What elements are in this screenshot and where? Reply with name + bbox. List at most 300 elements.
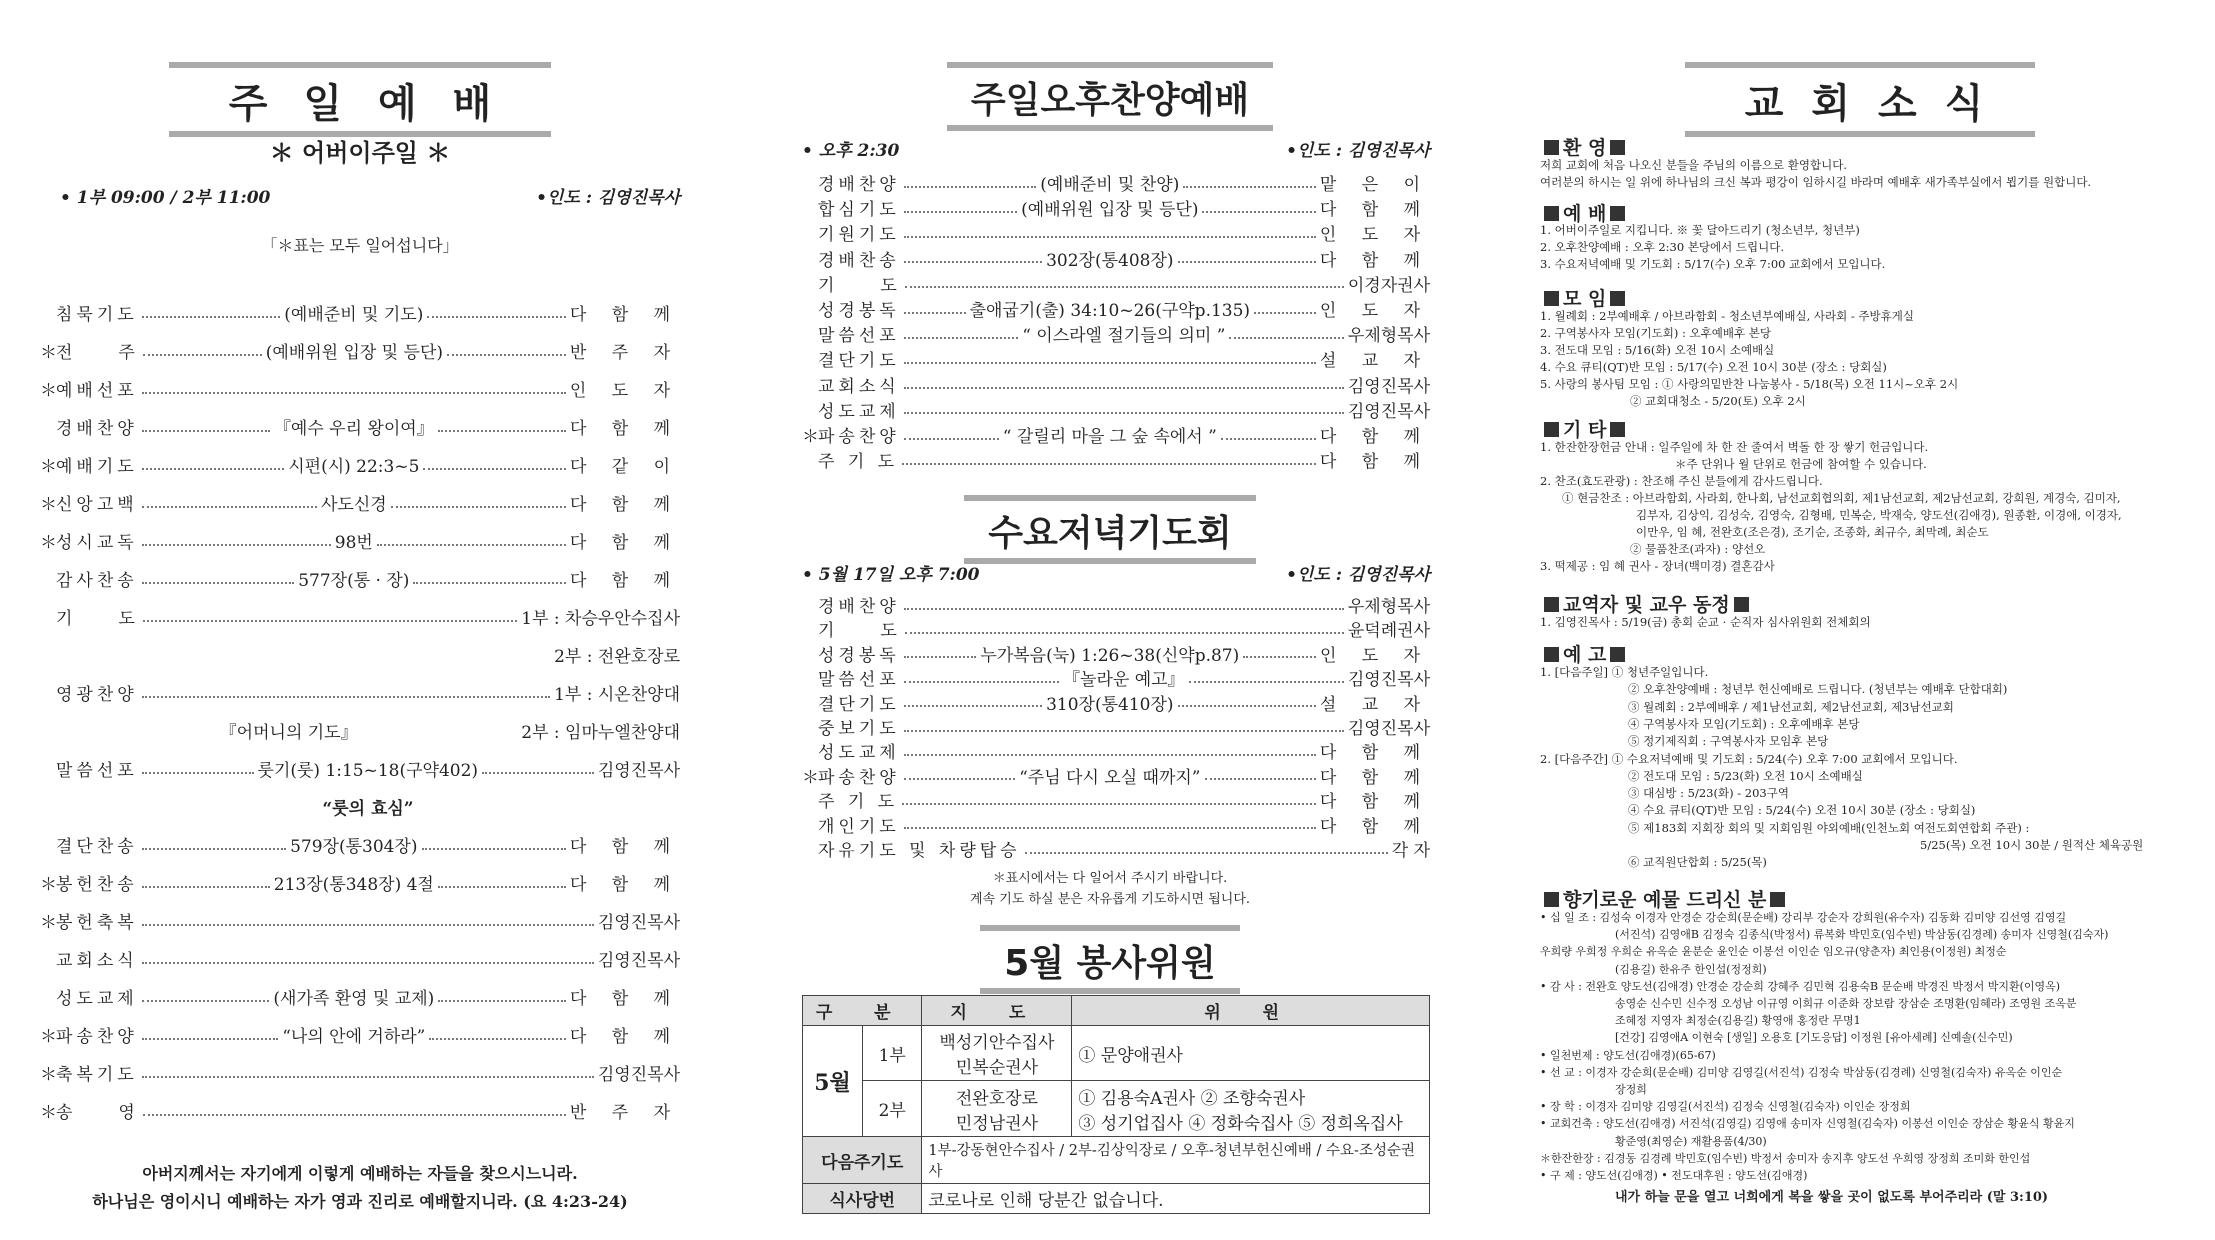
item-person: 윤덕례권사 xyxy=(1347,621,1430,642)
order-item xyxy=(802,690,1430,715)
square-icon xyxy=(1610,647,1625,662)
order-item xyxy=(40,1098,680,1123)
item-person: 1부 : 차승우안수집사 xyxy=(521,609,680,629)
item-person: 다 함 께 xyxy=(1319,250,1430,271)
item-label: 주 기 도 xyxy=(818,792,899,813)
service-committee-table xyxy=(802,995,1430,1214)
item-person: 다 함 께 xyxy=(1319,427,1430,447)
section-meeting: 모 임 xyxy=(1540,284,1629,311)
section-notice: 예 고 xyxy=(1540,640,1629,667)
item-label: 기 도 xyxy=(818,621,901,642)
wednesday-leader: •인도 : 김영진목사 xyxy=(1286,565,1430,585)
item-person: 우제형목사 xyxy=(1347,326,1431,347)
square-icon xyxy=(1770,892,1785,907)
order-item xyxy=(802,321,1430,346)
square-icon xyxy=(1610,140,1625,155)
dot-leader xyxy=(904,261,1042,263)
star-mark: ＊ xyxy=(40,913,57,933)
news-line: ① 현금찬조 : 아브라함회, 사라회, 한나회, 남선교회협의회, 제1남선교회, 제2남선교회, 강희원, 계경숙, 김미자, xyxy=(1562,491,2121,505)
dot-leader xyxy=(904,681,1059,683)
item-person: 다 함 께 xyxy=(569,495,681,515)
order-item xyxy=(40,794,680,819)
order-item xyxy=(40,452,680,477)
order-item xyxy=(40,566,680,591)
order-item xyxy=(802,787,1430,812)
news-line: • 일천번제 : 양도선(김애경)(65-67) xyxy=(1540,1048,1716,1062)
item-label: 결단기도 xyxy=(818,351,900,372)
dot-leader xyxy=(429,1038,566,1040)
closing-verse: 내가 하늘 문을 열고 너희에게 복을 쌓을 곳이 없도록 부어주리라 (말 3:10) xyxy=(1615,1190,2049,1205)
item-person: 설 교 자 xyxy=(1319,694,1430,715)
news-line: ④ 수요 큐티(QT)반 모임 : 5/24(수) 오전 10시 30분 (장소 : 당회실) xyxy=(1628,803,1976,818)
dot-leader xyxy=(904,754,1316,756)
item-person: 다 함 께 xyxy=(569,989,681,1009)
dot-leader xyxy=(1221,438,1316,440)
dot-leader xyxy=(142,316,281,318)
order-item xyxy=(802,714,1430,739)
order-item xyxy=(40,642,680,667)
dot-leader xyxy=(482,772,594,774)
item-detail: (예배준비 및 찬양) xyxy=(1040,175,1180,195)
star-mark: ＊ xyxy=(40,343,57,363)
order-item xyxy=(40,604,680,629)
order-item xyxy=(802,170,1430,195)
dot-leader xyxy=(142,468,285,470)
item-person: 이경자권사 xyxy=(1347,275,1430,296)
item-label: 경배찬양 xyxy=(56,419,138,439)
item-label: 파송찬양 xyxy=(818,767,900,788)
item-detail: 시편(시) 22:3~5 xyxy=(288,457,420,477)
item-person: 다 함 께 xyxy=(1319,200,1430,221)
item-detail: “나의 안에 거하라” xyxy=(282,1027,426,1047)
star-mark: ＊ xyxy=(40,381,57,401)
afternoon-time: • 오후 2:30 xyxy=(802,141,900,161)
item-person: 다 함 께 xyxy=(569,837,680,857)
square-icon xyxy=(1610,422,1625,437)
order-item xyxy=(802,616,1430,641)
order-item xyxy=(40,718,680,743)
news-line: 우희량 우희정 우희순 유옥순 윤분순 윤인순 이봉선 이인순 임오규(양춘자) 최인용(이정원) 최정순 xyxy=(1540,945,2007,959)
order-item xyxy=(802,592,1430,617)
news-line: ＊주 단위나 월 단위로 헌금에 참여할 수 있습니다. xyxy=(1675,457,1927,471)
item-label: 경배찬양 xyxy=(818,175,900,195)
dot-leader xyxy=(904,827,1316,829)
dot-leader xyxy=(904,705,1042,707)
item-person: 인 도 자 xyxy=(569,381,680,401)
news-line: 2. 구역봉사자 모임(기도회) : 오후예배후 본당 xyxy=(1540,326,1771,340)
item-label: 성도교제 xyxy=(818,401,900,422)
item-person: 김영진목사 xyxy=(597,761,680,781)
item-label: 전 주 xyxy=(56,343,139,363)
square-icon xyxy=(1544,140,1559,155)
dot-leader xyxy=(142,886,270,888)
item-person: 반 주 자 xyxy=(569,343,680,363)
item-label: 송 영 xyxy=(56,1103,139,1123)
table-row: 2부 전완호장로 민정남권사 ① 김용숙A권사 ② 조향숙권사 ③ 성기업집사 ④ 정화숙집사 ⑤ 정희옥집사 xyxy=(803,1081,1430,1137)
news-line: 1. 어버이주일로 지킵니다. ※ 꽃 달아드리기 (청소년부, 청년부) xyxy=(1540,223,1860,237)
item-label: 말씀선포 xyxy=(818,326,900,347)
news-line: • 십 일 조 : 김성숙 이경자 안경순 강순희(문순배) 강리부 강순자 강희원(유수자) 김동화 김미양 김선영 김영길 xyxy=(1540,911,2067,924)
table-header-row: 구 분 지 도 위 원 xyxy=(803,996,1430,1026)
dot-leader xyxy=(1183,186,1316,188)
table-row: 식사당번 코로나로 인해 당분간 없습니다. xyxy=(803,1184,1430,1214)
news-line: 장정희 xyxy=(1615,1083,1647,1096)
news-line: ② 물품찬조(과자) : 양선오 xyxy=(1630,542,1766,556)
order-item xyxy=(40,528,680,553)
dot-leader xyxy=(142,848,286,850)
news-line: 5/25(목) 오전 10시 30분 / 원적산 체육공원 xyxy=(1920,838,2144,852)
item-label: 중보기도 xyxy=(818,719,900,739)
dot-leader xyxy=(904,387,1344,389)
news-line: 이만우, 임 혜, 전완호(조은경), 조기순, 조종화, 최규수, 최막례, 최순도 xyxy=(1636,525,1989,539)
dot-leader xyxy=(1205,778,1316,780)
item-detail: (예배위원 입장 및 등단) xyxy=(1021,200,1199,221)
dot-leader xyxy=(142,1076,594,1078)
section-offering: 향기로운 예물 드리신 분 xyxy=(1540,885,1789,912)
item-label: 교회소식 xyxy=(56,951,138,971)
item-person: 다 함 께 xyxy=(569,533,680,553)
item-label: 성시교독 xyxy=(56,533,138,553)
order-item xyxy=(802,346,1430,371)
dot-leader xyxy=(904,778,1015,780)
dot-leader xyxy=(904,608,1344,610)
item-label: 말씀선포 xyxy=(818,670,900,691)
item-label: 기 도 xyxy=(818,275,901,296)
scripture-quote: 아버지께서는 자기에게 이렇게 예배하는 자들을 찾으시느니라. 하나님은 영이시니 예배하는 자가 영과 진리로 예배할지니라. (요 4:23-24) xyxy=(92,1164,628,1211)
dot-leader xyxy=(142,696,550,698)
item-person: 우제형목사 xyxy=(1347,597,1430,617)
order-item xyxy=(40,756,680,781)
news-line: 김부자, 김상익, 김성숙, 김영숙, 김형배, 민복순, 박재숙, 양도선(김애경), 원종환, 이경애, 이경자, xyxy=(1636,508,2122,522)
item-label: 신앙고백 xyxy=(56,495,138,515)
order-item xyxy=(802,372,1430,397)
item-label: 교회소식 xyxy=(818,376,900,397)
order-item xyxy=(802,195,1430,220)
order-item xyxy=(40,680,680,705)
item-person: 김영진목사 xyxy=(597,951,680,971)
square-icon xyxy=(1544,291,1559,306)
item-person: 다 함 께 xyxy=(1319,452,1430,473)
dot-leader xyxy=(1025,852,1388,854)
item-detail: 룻기(룻) 1:15~18(구약402) xyxy=(257,761,479,781)
item-label: 성경봉독 xyxy=(818,645,900,666)
news-line: 3. 전도대 모임 : 5/16(화) 오전 10시 소예배실 xyxy=(1540,343,1775,357)
item-detail: 『예수 우리 왕이여』 xyxy=(273,419,434,439)
news-line: • 감 사 : 전완호 양도선(김애경) 안경순 강순희 강혜주 김민혁 김용숙B 문순배 박경진 박정서 박지환(이영옥) xyxy=(1540,979,2061,993)
item-detail: 302장(통408장) xyxy=(1046,250,1174,271)
news-line: 2. [다음주간] ① 수요저녁예배 및 기도회 : 5/24(수) 오후 7:00 교회에서 모입니다. xyxy=(1540,751,1958,766)
service-committee-title: 5월 봉사위원 xyxy=(790,925,1430,994)
afternoon-worship-title: 주일오후찬양예배 xyxy=(790,62,1430,131)
order-item xyxy=(40,414,680,439)
dot-leader xyxy=(391,506,566,508)
item-label: 성경봉독 xyxy=(818,301,900,321)
stand-note: 「＊표는 모두 일어섭니다」 xyxy=(261,236,459,255)
item-detail: 310장(통410장) xyxy=(1046,694,1174,715)
star-mark: ＊ xyxy=(40,495,57,515)
item-detail: 213장(통348장) 4절 xyxy=(273,875,434,895)
news-line: 송영순 신수민 신수정 오성남 이규영 이희규 이준화 장보람 장삼순 조명환(임혜라) 조영원 조옥분 xyxy=(1615,997,2077,1010)
item-person: 인 도 자 xyxy=(1319,225,1430,246)
item-person: 다 같 이 xyxy=(569,457,681,477)
item-person: 설 교 자 xyxy=(1319,351,1430,372)
item-label: 기 도 xyxy=(56,609,139,629)
dot-leader xyxy=(904,730,1344,732)
news-line: ③ 대심방 : 5/23(화) - 203구역 xyxy=(1628,786,1789,801)
order-item xyxy=(802,246,1430,271)
item-label: 경배찬양 xyxy=(818,597,900,617)
section-staff: 교역자 및 교우 동정 xyxy=(1540,590,1753,617)
dot-leader xyxy=(904,412,1344,414)
item-detail: “ 이스라엘 절기들의 의미 ” xyxy=(1022,326,1226,347)
news-line: 5. 사랑의 봉사팀 모임 : ① 사랑의밑반찬 나눔봉사 - 5/18(목) 오전 11시~오후 2시 xyxy=(1540,377,1959,391)
order-item xyxy=(40,1022,680,1047)
news-line: ② 오후찬양예배 : 청년부 헌신예배로 드립니다. (청년부는 예배후 단합대회) xyxy=(1628,682,2008,697)
dot-leader xyxy=(1189,681,1344,683)
order-item xyxy=(40,946,680,971)
square-icon xyxy=(1544,422,1559,437)
item-person: 다 함 께 xyxy=(569,571,681,591)
news-line: ② 전도대 모임 : 5/23(화) 오전 10시 소예배실 xyxy=(1628,768,1863,783)
order-item xyxy=(40,490,680,515)
order-item xyxy=(802,641,1430,666)
item-label: 자유기도 및 차량탑승 xyxy=(818,841,1021,861)
star-mark: ＊ xyxy=(40,533,57,553)
item-person: 맡 은 이 xyxy=(1319,175,1430,195)
item-detail: 『어머니의 기도』 xyxy=(219,723,358,743)
item-label: 기원기도 xyxy=(818,225,900,246)
item-label: 경배찬송 xyxy=(818,250,900,271)
dot-leader xyxy=(902,463,1316,465)
item-detail: (예배준비 및 기도) xyxy=(284,305,424,325)
news-line: ⑤ 제183회 지회장 회의 및 지회임원 야외예배(인천노회 여전도회연합회 주관) : xyxy=(1628,820,2030,835)
order-item xyxy=(40,908,680,933)
dot-leader xyxy=(438,430,566,432)
square-icon xyxy=(1734,597,1749,612)
news-line: ＊한잔한장 : 김경동 김경례 박민호(임수빈) 박정서 송미자 송지후 양도선 우희영 장정희 조미화 한인섭 xyxy=(1540,1151,2031,1165)
item-label: 성도교제 xyxy=(818,743,900,764)
news-line: 1. 한잔한장헌금 안내 : 일주일에 차 한 잔 줄여서 벽돌 한 장 쌓기 헌금입니다. xyxy=(1540,440,1929,454)
dot-leader xyxy=(142,1038,279,1040)
occasion-subtitle: ＊ 어버이주일 ＊ xyxy=(269,139,451,167)
service-leader: •인도 : 김영진목사 xyxy=(536,188,680,208)
item-label: 봉헌찬송 xyxy=(56,875,138,895)
item-detail: (예배위원 입장 및 등단) xyxy=(265,343,444,363)
dot-leader xyxy=(902,803,1316,805)
church-news-column: 교회소식 환 영 저희 교회에 처음 나오신 분들을 주님의 이름으로 환영합니다. 여러분의 하시는 일 위에 하나님의 크신 복과 평강이 임하시길 바라며 예배후 새가족부실에서 뵙기를 원합니다. 예 배 1. 어버이주일로 지킵니다. ※ 꽃 달아드리기 (청소년부, 청년부) 2. 오후찬양예배 : 오후 2:30 본당에서 드립니다. 3. 수요저녁예배 및 기도회 : 5/17(수) 오후 7:00 교회에서 모입니다. 모 임 1. 월례회 : 2부예배후 / 아브라함회 - 청소년부예배실, 사라회 - 주방휴게실 2. 구역봉사자 모임(기도회) : 오후예배후 본당 3. 전도대 모임 : 5/16(화) 오전 10시 소예배실 4. 수요 큐티(QT)반 모임 : 5/17(수) 오전 10시 30분 (장소 : 당회실) 5. 사랑의 봉사팀 모임 : ① 사랑의밑반찬 나눔봉사 - 5/18(목) 오전 11시~오후 2시 ② 교회대청소 - 5/20(토) 오후 2시 기 타 1. 한잔한장헌금 안내 : 일주일에 차 한 잔 줄여서 벽돌 한 장 쌓기 헌금입니다. ＊주 단위나 월 단위로 헌금에 참여할 수 있습니다. 2. 찬조(효도관광) : 찬조해 주신 분들에게 감사드립니다. ① 현금찬조 : 아브라함회, 사라회, 한나회, 남선교회협의회, 제1남선교회, 제2남선교회, 강희원, 계경숙, 김미자, 김부자, 김상익, 김성숙, 김영숙, 김형배, 민복순, 박재숙, 양도선(김애경), 원종환, 이경애, 이경자, 이만우, 임 혜, 전완호(조은경), 조기순, 조종화, 최규수, 최막례, 최순도 ② 물품찬조(과자) : 양선오 3. 떡제공 : 임 혜 권사 - 장녀(백미경) 결혼감사 교역자 및 교우 동정 1. 김영진목사 : 5/19(금) 총회 순교 · 순직자 심사위원회 전체회의 예 고 1. [다음주일] ① 청년주일입니다. ② 오후찬양예배 : 청년부 헌신예배로 드립니다. (청년부는 예배후 단합대회) ③ 월례회 : 2부예배후 / 제1남선교회, 제2남선교회, 제3남선교회 ④ 구역봉사자 모임(기도회) : 오후예배후 본당 ⑤ 정기제직회 : 구역봉사자 모임후 본당 2. [다음주간] ① 수요저녁예배 및 기도회 : 5/24(수) 오후 7:00 교회에서 모입니다. ② 전도대 모임 : 5/23(화) 오전 10시 소예배실 ③ 대심방 : 5/23(화) - 203구역 ④ 수요 큐티(QT)반 모임 : 5/24(수) 오전 10시 30분 (장소 : 당회실) ⑤ 제183회 지회장 회의 및 지회임원 야외예배(인천노회 여전도회연합회 주관) : 5/25(목) 오전 10시 30분 / 원적산 체육공원 ⑥ 교직원단합회 : 5/25(목) 향기로운 예물 드리신 분 • 십 일 조 : 김성숙 이경자 안경순 강순희(문순배) 강리부 강순자 강희원(유수자) 김동화 김미양 김선영 김영길 (서진석) 김영애B 김정숙 김종식(박정서) 류복화 박민호(임수빈) 박삼동(김경례) 송미자 신영철(김숙자) 우희량 우희정 우희순 유옥순 윤분순 윤인순 이봉선 이인순 임오규(양춘자) 최인용(이정원) 최정순 (김용길) 한유주 한인섭(정정희) • 감 사 : 전완호 양도선(김애경) 안경순 강순희 강혜주 김민혁 김용숙B 문순배 박경진 박정서 박지환(이영옥) 송영순 신수민 신수정 오성남 이규영 이희규 이준화 장보람 장삼순 조명환(임혜라) 조영원 조옥분 조혜정 지영자 최정순(김용길) 황영애 홍정란 무명1 [건강] 김영애A 이현숙 [생일] 오용호 [기도응답] 이정원 [유아세례] 신예솔(신수민) • 일천번제 : 양도선(김애경)(65-67) • 선 교 : 이경자 강순희(문순배) 김미양 김영길(서진석) 김정숙 박삼동(김경례) 신영철(김숙자) 유옥순 이인순 장정희 • 장 학 : 이경자 김미양 김영길(서진석) 김정숙 신영철(김숙자) 이인순 장정희 • 교회건축 : 양도선(김애경) 서진석(김영길) 김영애 송미자 신영철(김숙자) 이봉선 이인순 장삼순 황윤식 황윤지 황준영(최영순) 재활용품(4/30) ＊한잔한장 : 김경동 김경례 박민호(임수빈) 박정서 송미자 송지후 양도선 우희영 장정희 조미화 한인섭 • 구 제 : 양도선(김애경) • 전도대후원 : 양도선(김애경) 내가 하늘 문을 열고 너희에게 복을 쌓을 곳이 없도록 부어주리라 (말 3:10) xyxy=(1540,0,2180,1240)
dot-leader xyxy=(904,337,1018,339)
church-news-title: 교회소식 xyxy=(1540,62,2180,137)
stand-note-2: ＊표시에서는 다 일어서 주시기 바랍니다. xyxy=(992,871,1228,886)
item-detail: 98번 xyxy=(334,533,373,553)
star-mark: ＊ xyxy=(802,767,819,788)
item-label: 결단찬송 xyxy=(56,837,138,857)
item-detail: 577장(통 · 장) xyxy=(298,571,410,591)
news-line: 4. 수요 큐티(QT)반 모임 : 5/17(수) 오전 10시 30분 (장소 : 당회실) xyxy=(1540,360,1887,374)
item-person: 다 함 께 xyxy=(1319,816,1430,837)
item-person: 김영진목사 xyxy=(597,1065,680,1085)
square-icon xyxy=(1544,206,1559,221)
dot-leader xyxy=(142,506,317,508)
item-person: 인 도 자 xyxy=(1319,645,1431,666)
dot-leader xyxy=(142,582,295,584)
news-line: 2. 오후찬양예배 : 오후 2:30 본당에서 드립니다. xyxy=(1540,240,1785,254)
news-line: ③ 월례회 : 2부예배후 / 제1남선교회, 제2남선교회, 제3남선교회 xyxy=(1628,699,1954,714)
dot-leader xyxy=(142,924,594,926)
item-person: 2부 : 전완호장로 xyxy=(554,647,680,667)
item-person: 각 자 xyxy=(1391,841,1430,861)
item-label: 봉헌축복 xyxy=(56,913,138,933)
news-line: ② 교회대청소 - 5/20(토) 오후 2시 xyxy=(1630,394,1806,408)
order-item xyxy=(802,397,1430,422)
order-item xyxy=(802,271,1430,296)
news-line: 3. 수요저녁예배 및 기도회 : 5/17(수) 오후 7:00 교회에서 모입니다. xyxy=(1540,257,1886,271)
item-label: 말씀선포 xyxy=(56,761,138,781)
item-person: 김영진목사 xyxy=(1347,719,1430,739)
order-item xyxy=(40,338,680,363)
item-label: 파송찬양 xyxy=(818,427,900,447)
item-label: 개인기도 xyxy=(818,816,900,837)
star-mark: ＊ xyxy=(40,875,57,895)
item-person: 김영진목사 xyxy=(1347,401,1430,422)
order-item xyxy=(802,220,1430,245)
news-line: • 선 교 : 이경자 강순희(문순배) 김미양 김영길(서진석) 김정숙 박삼동(김경례) 신영철(김숙자) 유옥순 이인순 xyxy=(1540,1065,2063,1079)
item-detail: 출애굽기(출) 34:10~26(구약p.135) xyxy=(969,301,1251,321)
dot-leader xyxy=(904,186,1037,188)
item-person: 김영진목사 xyxy=(1347,670,1430,691)
dot-leader xyxy=(905,286,1344,288)
star-mark: ＊ xyxy=(40,1103,57,1123)
item-person: 다 함 께 xyxy=(1319,792,1430,813)
table-row: 5월 1부 백성기안수집사 민복순권사 ① 문양애권사 xyxy=(803,1026,1430,1081)
order-item xyxy=(802,836,1430,861)
section-worship: 예 배 xyxy=(1540,199,1629,226)
order-item xyxy=(40,376,680,401)
item-person: 1부 : 시온찬양대 xyxy=(554,685,680,705)
item-label: 주 기 도 xyxy=(818,452,899,473)
dot-leader xyxy=(905,632,1344,634)
order-item xyxy=(40,300,680,325)
dot-leader xyxy=(1178,261,1316,263)
news-line: (서진석) 김영애B 김정숙 김종식(박정서) 류복화 박민호(임수빈) 박삼동(김경례) 송미자 신영철(김숙자) xyxy=(1615,928,2109,942)
dot-leader xyxy=(447,354,566,356)
item-detail: 『놀라운 예고』 xyxy=(1063,670,1185,691)
item-label: 영광찬양 xyxy=(56,685,138,705)
order-item xyxy=(40,1060,680,1085)
dot-leader xyxy=(423,468,566,470)
service-time: • 1부 09:00 / 2부 11:00 xyxy=(60,188,271,208)
table-row: 다음주기도 1부-강동현안수집사 / 2부-김상익장로 / 오후-청년부헌신예배 / 수요-조성순권사 xyxy=(803,1137,1430,1184)
news-line: ④ 구역봉사자 모임(기도회) : 오후예배후 본당 xyxy=(1628,716,1860,731)
news-line: ⑥ 교직원단합회 : 5/25(목) xyxy=(1628,855,1767,870)
dot-leader xyxy=(904,211,1017,213)
order-item xyxy=(802,665,1430,690)
sunday-worship-title: 주일예배 xyxy=(40,62,680,137)
order-item xyxy=(40,832,680,857)
news-line: 1. 김영진목사 : 5/19(금) 총회 순교 · 순직자 심사위원회 전체회의 xyxy=(1540,615,1871,629)
item-person: 김영진목사 xyxy=(597,913,680,933)
dot-leader xyxy=(377,544,566,546)
square-icon xyxy=(1610,206,1625,221)
square-icon xyxy=(1544,892,1559,907)
item-label: 결단기도 xyxy=(818,694,900,715)
dot-leader xyxy=(143,620,517,622)
dot-leader xyxy=(143,354,262,356)
dot-leader xyxy=(142,772,254,774)
news-line: (김용길) 한유주 한인섭(정정희) xyxy=(1615,962,1767,976)
item-detail: (새가족 환영 및 교제) xyxy=(273,989,435,1009)
afternoon-leader: •인도 : 김영진목사 xyxy=(1286,141,1430,161)
item-person: 다 함 께 xyxy=(569,305,680,325)
star-mark: ＊ xyxy=(40,1065,57,1085)
news-line: 조혜정 지영자 최정순(김용길) 황영애 홍정란 무명1 xyxy=(1615,1014,1861,1028)
order-item xyxy=(40,870,680,895)
star-mark: ＊ xyxy=(802,427,819,447)
item-label: 성도교제 xyxy=(56,989,138,1009)
star-mark: ＊ xyxy=(40,457,57,477)
section-welcome: 환 영 xyxy=(1540,133,1629,160)
order-item xyxy=(802,447,1430,472)
news-line: 1. [다음주일] ① 청년주일입니다. xyxy=(1540,665,1709,679)
item-label: 파송찬양 xyxy=(56,1027,138,1047)
item-detail: 579장(통304장) xyxy=(290,837,418,857)
order-item xyxy=(802,422,1430,447)
dot-leader xyxy=(142,1000,270,1002)
item-person: 다 함 께 xyxy=(569,875,681,895)
sermon-title: “룻의 효심” xyxy=(322,799,414,819)
order-item xyxy=(802,738,1430,763)
dot-leader xyxy=(142,962,594,964)
item-label: 감사찬송 xyxy=(56,571,138,591)
wednesday-time: • 5월 17일 오후 7:00 xyxy=(802,565,980,585)
dot-leader xyxy=(1202,211,1315,213)
item-person: 반 주 자 xyxy=(569,1103,680,1123)
dot-leader xyxy=(1254,312,1316,314)
dot-leader xyxy=(904,312,966,314)
order-item xyxy=(802,763,1430,788)
item-person: 다 함 께 xyxy=(569,1027,680,1047)
item-detail: 사도신경 xyxy=(320,495,387,515)
dot-leader xyxy=(143,1114,566,1116)
sunday-worship-column xyxy=(40,0,680,1240)
square-icon xyxy=(1544,647,1559,662)
news-line: 1. 월례회 : 2부예배후 / 아브라함회 - 청소년부예배실, 사라회 - 주방휴게실 xyxy=(1540,309,1914,323)
dot-leader xyxy=(1178,705,1316,707)
dot-leader xyxy=(438,886,566,888)
item-label: 합심기도 xyxy=(818,200,900,221)
item-person: 다 함 께 xyxy=(1319,767,1430,788)
dot-leader xyxy=(427,316,566,318)
news-line: • 구 제 : 양도선(김애경) • 전도대후원 : 양도선(김애경) xyxy=(1540,1169,1808,1182)
item-label: 침묵기도 xyxy=(56,305,138,325)
dot-leader xyxy=(142,544,331,546)
dot-leader xyxy=(142,392,566,394)
dot-leader xyxy=(422,848,566,850)
item-label: 예배기도 xyxy=(56,457,138,477)
square-icon xyxy=(1610,291,1625,306)
prayer-note: 계속 기도 하실 분은 자유롭게 기도하시면 됩니다. xyxy=(969,892,1251,907)
news-line: [건강] 김영애A 이현숙 [생일] 오용호 [기도응답] 이정원 [유아세례] 신예솔(신수민) xyxy=(1615,1031,2013,1045)
item-detail: “주님 다시 오실 때까지” xyxy=(1019,767,1201,788)
item-detail: “ 갈릴리 마을 그 숲 속에서 ” xyxy=(1002,427,1217,447)
order-item xyxy=(802,296,1430,321)
item-person: 인 도 자 xyxy=(1319,301,1430,321)
item-person: 2부 : 임마누엘찬양대 xyxy=(521,723,681,743)
item-label: 예배선포 xyxy=(56,381,138,401)
news-line: 3. 떡제공 : 임 혜 권사 - 장녀(백미경) 결혼감사 xyxy=(1540,559,1775,573)
news-line: 2. 찬조(효도관광) : 찬조해 주신 분들에게 감사드립니다. xyxy=(1540,474,1823,488)
dot-leader xyxy=(904,656,977,658)
